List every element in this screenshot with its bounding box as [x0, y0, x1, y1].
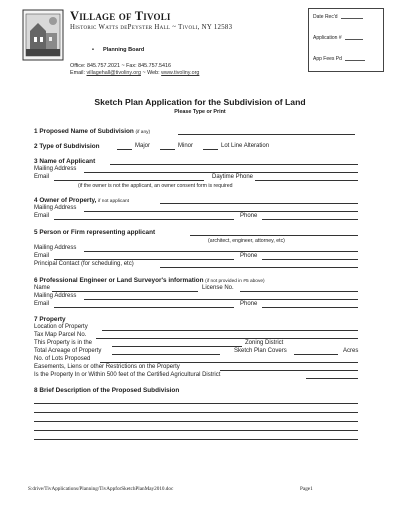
owner-consent-note: (if the owner is not the applicant, an owner consent form is required	[78, 183, 233, 189]
bullet-icon: •	[92, 47, 94, 53]
engineer-mailing-label: Mailing Address	[34, 293, 77, 299]
rep-mailing-label: Mailing Address	[34, 245, 77, 251]
app-fees-row: App Fees Pd	[313, 56, 365, 62]
applicant-phone-field[interactable]	[255, 180, 358, 181]
minor-checkbox[interactable]	[160, 149, 175, 150]
ag-district-field[interactable]	[306, 378, 358, 379]
owner-email-field[interactable]	[54, 219, 234, 220]
section-1: 1 Proposed Name of Subdivision (if any)	[34, 128, 151, 135]
app-fees-field[interactable]	[345, 60, 365, 61]
rep-email-label: Email	[34, 253, 50, 259]
rep-email-field[interactable]	[54, 259, 234, 260]
location-label: Location of Property	[34, 324, 88, 330]
minor-label: Minor	[178, 143, 194, 149]
engineer-phone-label: Phone	[240, 301, 258, 307]
owner-email-label: Email	[34, 213, 50, 219]
rep-phone-field[interactable]	[262, 259, 358, 260]
phone-fax: Office: 845.757.2021 ~ Fax: 845.757.5416	[70, 63, 172, 69]
engineer-email-label: Email	[34, 301, 50, 307]
acreage-field[interactable]	[112, 354, 220, 355]
tax-map-field[interactable]	[96, 338, 358, 339]
applicant-name-field[interactable]	[110, 164, 358, 165]
owner-mailing-label: Mailing Address	[34, 205, 77, 211]
covers-field[interactable]	[294, 354, 338, 355]
acres-label: Acres	[343, 348, 359, 354]
representative-field[interactable]	[190, 235, 358, 236]
major-label: Major	[135, 143, 151, 149]
engineer-email-field[interactable]	[54, 307, 234, 308]
major-checkbox[interactable]	[117, 149, 132, 150]
village-name: Village of Tivoli	[70, 9, 171, 23]
engineer-mailing-field[interactable]	[84, 299, 358, 300]
applicant-mailing-label: Mailing Address	[34, 166, 77, 172]
date-received-row: Date Rec'd	[313, 14, 363, 20]
section-4: 4 Owner of Property, if not applicant	[34, 197, 129, 204]
principal-contact-label: Principal Contact (for scheduling, etc)	[34, 261, 134, 267]
zoning-field[interactable]	[112, 346, 242, 347]
description-line-5[interactable]	[34, 439, 358, 440]
email-link[interactable]: villagehall@tivoliny.org	[86, 70, 141, 76]
applicant-phone-label: Daytime Phone	[212, 174, 254, 180]
owner-mailing-field[interactable]	[84, 211, 358, 212]
subdivision-name-field[interactable]	[178, 134, 355, 135]
office-use-box	[308, 8, 384, 72]
section-2: 2 Type of Subdivision	[34, 143, 100, 150]
lot-line-label: Lot Line Alteration	[221, 143, 270, 149]
section-8: 8 Brief Description of the Proposed Subdivision	[34, 387, 180, 394]
acreage-label: Total Acreage of Property	[34, 348, 102, 354]
ag-district-label: Is the Property In or Within 500 feet of the Certified Agricultural District	[34, 372, 221, 378]
lots-field[interactable]	[100, 362, 358, 363]
application-number-field[interactable]	[345, 39, 363, 40]
zoning-label: Zoning District	[245, 340, 284, 346]
representative-note: (architect, engineer, attorney, etc)	[208, 238, 285, 244]
easements-label: Easements, Liens or other Restrictions on the Property	[34, 364, 180, 370]
file-path-footer: S:drive/TivApplications/Planning/TivAppforSketchPlanMay2010.doc	[28, 486, 174, 492]
date-received-field[interactable]	[341, 18, 363, 19]
section-7: 7 Property	[34, 316, 66, 323]
applicant-email-field[interactable]	[54, 180, 204, 181]
owner-phone-field[interactable]	[262, 219, 358, 220]
principal-contact-field[interactable]	[160, 267, 358, 268]
form-subtitle: Please Type or Print	[174, 109, 226, 115]
tax-map-label: Tax Map Parcel No.	[34, 332, 87, 338]
rep-phone-label: Phone	[240, 253, 258, 259]
lots-label: No. of Lots Proposed	[34, 356, 91, 362]
section-5: 5 Person or Firm representing applicant	[34, 229, 156, 236]
rep-mailing-field[interactable]	[84, 251, 358, 252]
description-line-4[interactable]	[34, 430, 358, 431]
applicant-mailing-field[interactable]	[84, 172, 358, 173]
engineer-phone-field[interactable]	[262, 307, 358, 308]
engineer-name-field[interactable]	[52, 291, 198, 292]
covers-label: Sketch Plan Covers	[234, 348, 287, 354]
description-line-3[interactable]	[34, 421, 358, 422]
property-in-label: This Property is in the	[34, 340, 93, 346]
applicant-email-label: Email	[34, 174, 50, 180]
board-label: • Planning Board	[92, 47, 145, 53]
application-number-row: Application #	[313, 35, 363, 41]
letterhead	[70, 9, 310, 32]
license-label: License No.	[202, 285, 234, 291]
village-seal-logo	[22, 9, 64, 61]
easements-field[interactable]	[220, 370, 358, 371]
section-3: 3 Name of Applicant	[34, 158, 96, 165]
village-address: Historic Watts dePeyster Hall ~ Tivoli, NY 12583	[70, 24, 233, 31]
email-web-line: Email: villagehall@tivoliny.org ~ Web: www.tivoliny.org	[70, 70, 200, 76]
location-field[interactable]	[102, 330, 358, 331]
section-6: 6 Professional Engineer or Land Surveyor's information (if not provided in #5 above)	[34, 277, 265, 284]
form-title: Sketch Plan Application for the Subdivision of Land	[94, 97, 306, 107]
description-line-1[interactable]	[34, 403, 358, 404]
owner-phone-label: Phone	[240, 213, 258, 219]
page-number: Page1	[300, 486, 313, 492]
web-link[interactable]: www.tivoliny.org	[161, 70, 200, 76]
owner-name-field[interactable]	[160, 203, 358, 204]
description-line-2[interactable]	[34, 412, 358, 413]
license-field[interactable]	[240, 291, 358, 292]
engineer-name-label: Name	[34, 285, 51, 291]
lot-line-checkbox[interactable]	[203, 149, 218, 150]
contact-info	[70, 63, 199, 77]
